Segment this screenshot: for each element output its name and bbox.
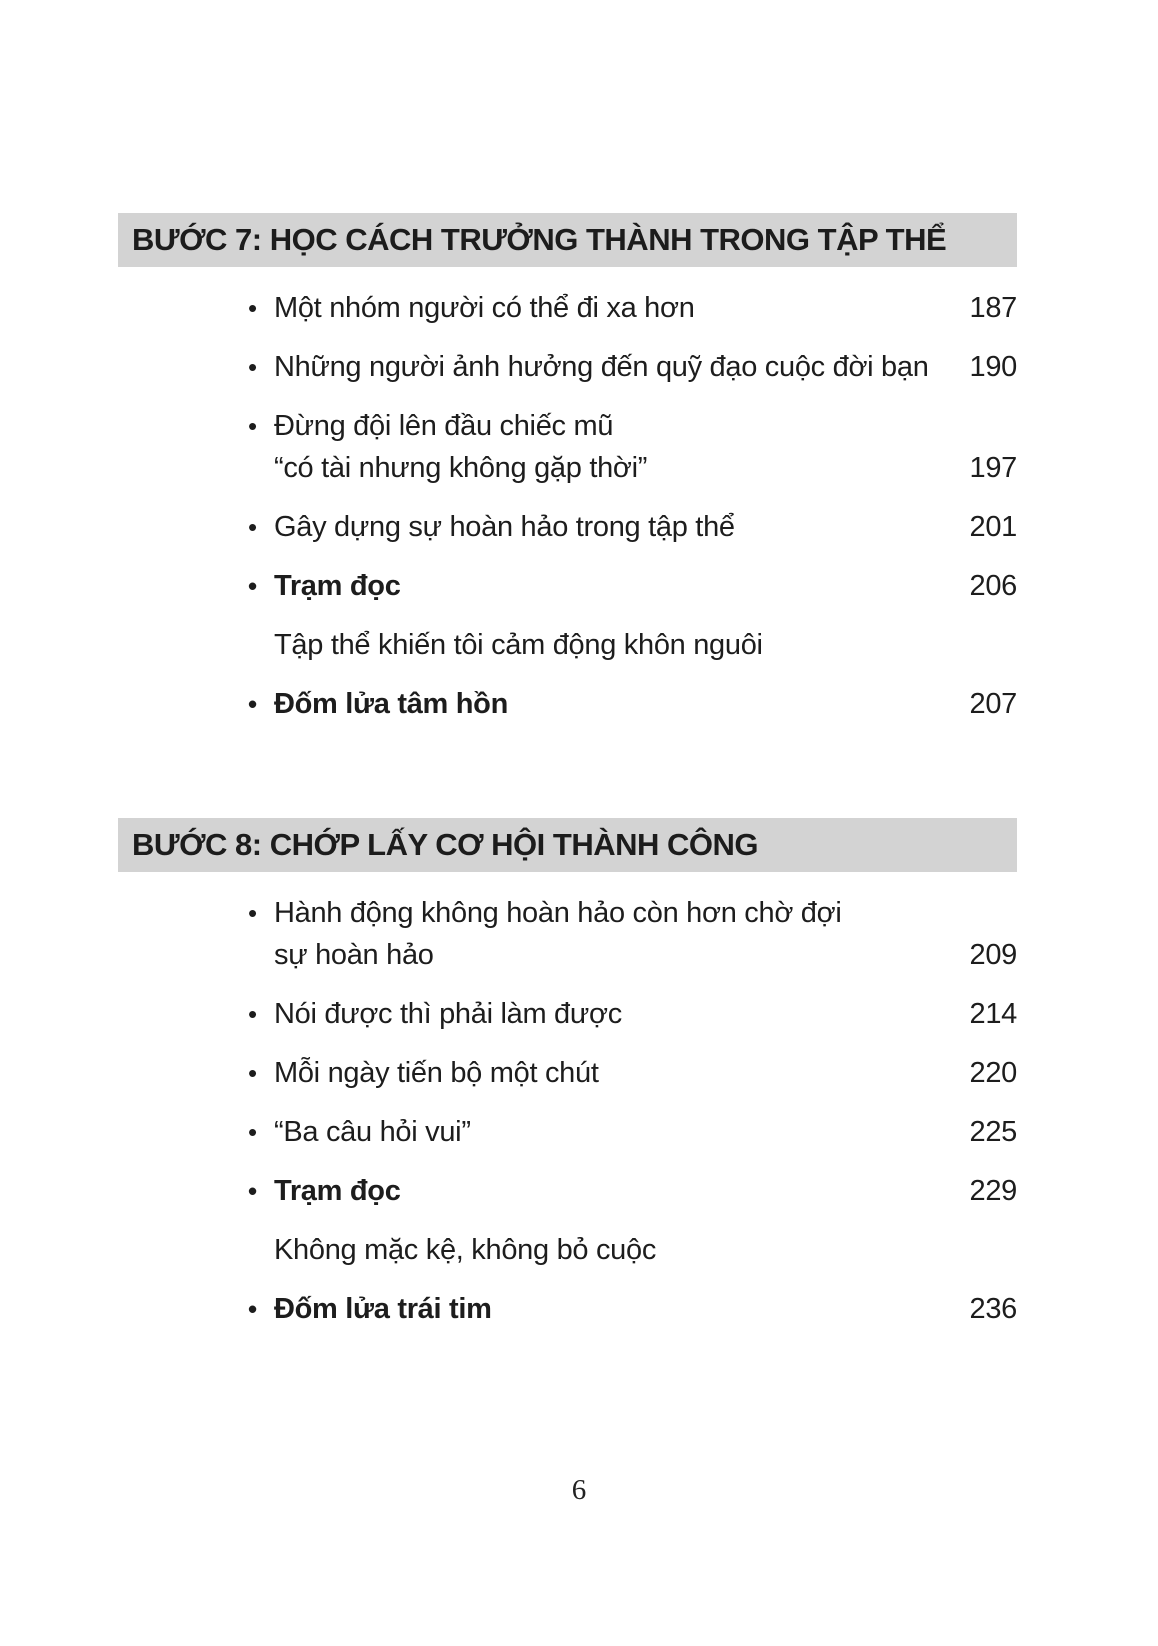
- toc-entry: [248, 1111, 1017, 1153]
- entry-title: [274, 1052, 967, 1094]
- toc-entry: [248, 565, 1017, 607]
- entry-line: Nói được thì phải làm được: [274, 998, 622, 1030]
- toc-entry: [248, 1052, 1017, 1094]
- entry-title: [274, 892, 967, 976]
- bullet-icon: •: [248, 571, 257, 601]
- entry-page-number: 207: [969, 688, 1017, 720]
- toc-entry: [248, 1288, 1017, 1330]
- entry-page-number: 187: [969, 292, 1017, 324]
- entry-title: [274, 565, 967, 607]
- entry-line: Những người ảnh hưởng đến quỹ đạo cuộc đời bạn: [274, 351, 929, 383]
- entry-page-number: 209: [969, 939, 1017, 971]
- toc-entry: [248, 405, 1017, 489]
- entry-title: [274, 1229, 967, 1271]
- entry-page-number: 197: [969, 452, 1017, 484]
- entry-page-number: 236: [969, 1293, 1017, 1325]
- bullet-icon: •: [248, 352, 257, 382]
- entry-title: [274, 506, 967, 548]
- entry-line: Một nhóm người có thể đi xa hơn: [274, 292, 695, 324]
- entry-line: Đốm lửa trái tim: [274, 1293, 492, 1325]
- entry-line: Trạm đọc: [274, 1175, 401, 1207]
- entry-page-number: 190: [969, 351, 1017, 383]
- entry-title: [274, 683, 967, 725]
- entry-line: sự hoàn hảo: [274, 939, 434, 971]
- toc-entry: [248, 1170, 1017, 1212]
- entry-title: [274, 346, 967, 388]
- entry-page-number: 201: [969, 511, 1017, 543]
- toc-entry: [248, 346, 1017, 388]
- section-heading: BƯỚC 8: CHỚP LẤY CƠ HỘI THÀNH CÔNG: [118, 818, 1017, 872]
- entry-line: “có tài nhưng không gặp thời”: [274, 452, 648, 484]
- entry-page-number: 229: [969, 1175, 1017, 1207]
- entry-title: [274, 1288, 967, 1330]
- toc-items-list: [118, 872, 1017, 1330]
- bullet-icon: •: [248, 1058, 257, 1088]
- entry-title: [274, 287, 967, 329]
- entry-title: [274, 1170, 967, 1212]
- entry-line: Gây dựng sự hoàn hảo trong tập thể: [274, 511, 735, 543]
- entry-line: Trạm đọc: [274, 570, 401, 602]
- toc-entry: [248, 287, 1017, 329]
- entry-title: [274, 993, 967, 1035]
- bullet-icon: •: [248, 1176, 257, 1206]
- entry-title: [274, 624, 967, 666]
- entry-line: Không mặc kệ, không bỏ cuộc: [274, 1234, 657, 1266]
- entry-title: [274, 405, 967, 489]
- toc-entry: [248, 506, 1017, 548]
- bullet-icon: •: [248, 898, 257, 928]
- toc-entry: [248, 892, 1017, 976]
- toc-entry: [248, 1229, 1017, 1271]
- entry-page-number: 214: [969, 998, 1017, 1030]
- entry-page-number: 225: [969, 1116, 1017, 1148]
- entry-line: Hành động không hoàn hảo còn hơn chờ đợi: [274, 897, 842, 929]
- entry-line: Đừng đội lên đầu chiếc mũ: [274, 410, 614, 442]
- page-number-footer: 6: [571, 1474, 587, 1506]
- bullet-icon: •: [248, 1294, 257, 1324]
- bullet-icon: •: [248, 293, 257, 323]
- entry-line: Mỗi ngày tiến bộ một chút: [274, 1057, 599, 1089]
- section-heading: BƯỚC 7: HỌC CÁCH TRƯỞNG THÀNH TRONG TẬP THỂ: [118, 213, 1017, 267]
- toc-entry: [248, 993, 1017, 1035]
- bullet-icon: •: [248, 1117, 257, 1147]
- bullet-icon: •: [248, 512, 257, 542]
- toc-items-list: [118, 267, 1017, 725]
- entry-line: Đốm lửa tâm hồn: [274, 688, 509, 720]
- bullet-icon: •: [248, 999, 257, 1029]
- toc-section: [118, 213, 1017, 725]
- toc-section: [118, 818, 1017, 1330]
- entry-line: “Ba câu hỏi vui”: [274, 1116, 471, 1148]
- entry-line: Tập thể khiến tôi cảm động khôn nguôi: [274, 629, 763, 661]
- entry-page-number: 206: [969, 570, 1017, 602]
- table-of-contents: [118, 213, 1017, 1347]
- toc-entry: [248, 624, 1017, 666]
- bullet-icon: •: [248, 689, 257, 719]
- entry-page-number: 220: [969, 1057, 1017, 1089]
- entry-title: [274, 1111, 967, 1153]
- toc-entry: [248, 683, 1017, 725]
- bullet-icon: •: [248, 411, 257, 441]
